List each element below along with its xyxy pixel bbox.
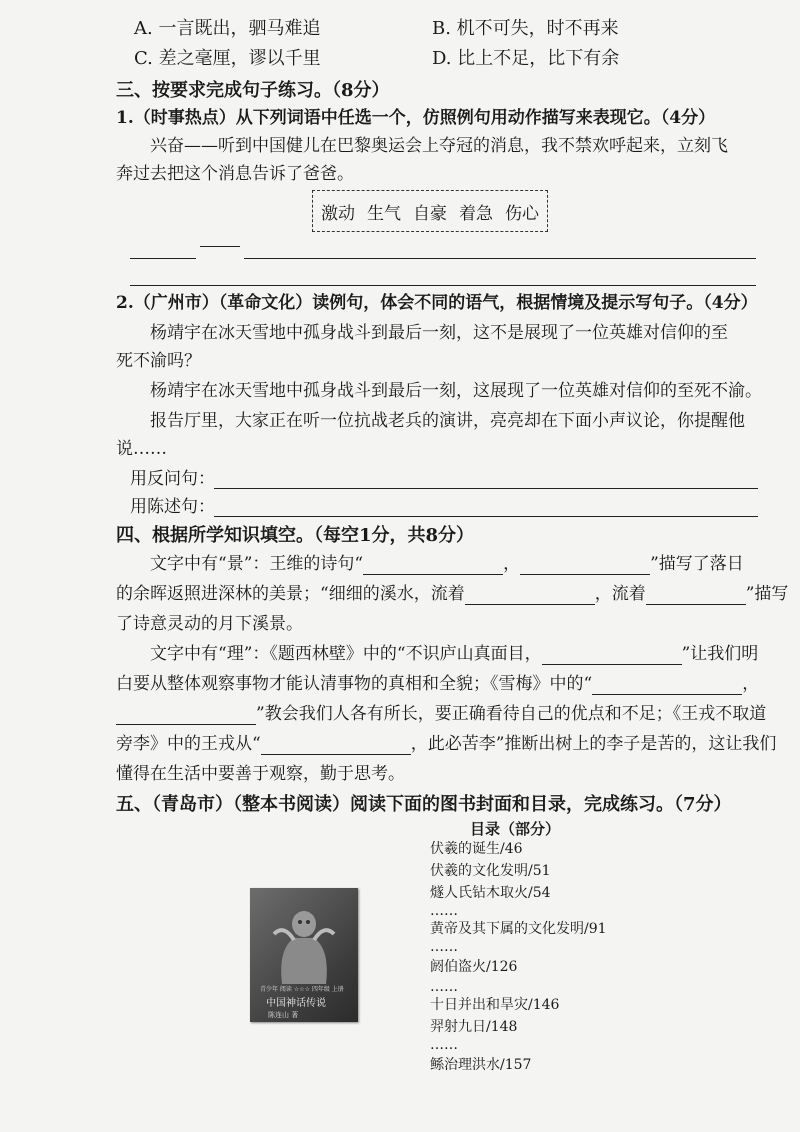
toc-entry: 燧人氏钻木取火/54: [430, 885, 551, 901]
wangrong-blank[interactable]: [261, 736, 411, 755]
word-option[interactable]: 激动: [321, 203, 355, 224]
toc-entry: 伏羲的文化发明/51: [430, 863, 551, 879]
s4-text: ，流着: [594, 584, 646, 604]
xuemei-blank-1[interactable]: [592, 676, 742, 695]
q2-example1-line2: 死不渝吗？: [116, 351, 201, 371]
cover-author: 陈连山 著: [268, 1011, 299, 1019]
q2-title: 2.（广州市）（革命文化）读例句，体会不同的语气，根据情境及提示写句子。（4分）: [116, 293, 758, 313]
q1-example-line1: 兴奋——听到中国健儿在巴黎奥运会上夺冠的消息，我不禁欢呼起来，立刻飞: [150, 136, 728, 156]
s4-text: 旁李》中的王戎从“: [116, 734, 261, 754]
q2-scene-line1: 报告厅里，大家正在听一位抗战老兵的演讲，亮亮却在下面小声议论，你提醒他: [150, 411, 745, 431]
s4-text: ”教会我们人各有所长，要正确看待自己的优点和不足；《王戎不取道: [256, 704, 767, 724]
cover-title: 中国神话传说: [266, 998, 326, 1009]
option-b: B. 机不可失，时不再来: [432, 18, 619, 39]
word-option[interactable]: 生气: [367, 203, 401, 224]
q1-answer-line2[interactable]: [130, 285, 756, 286]
book-cover: [250, 888, 358, 1022]
s4-text: 文字中有“景”：王维的诗句“: [150, 554, 364, 574]
s4-text: ，: [503, 554, 521, 574]
s4-para2-line5: 懂得在生活中要善于观察，勤于思考。: [116, 764, 405, 784]
toc-entry: 十日并出和旱灾/146: [430, 997, 560, 1013]
s4-para2-line4: [116, 734, 776, 755]
stream-blank-2[interactable]: [646, 586, 746, 605]
q2-example1-line1: 杨靖宇在冰天雪地中孤身战斗到最后一刻，这不是展现了一位英雄对信仰的至: [150, 323, 728, 343]
s4-para2-line2: [116, 674, 759, 695]
q2-example2: 杨靖宇在冰天雪地中孤身战斗到最后一刻，这展现了一位英雄对信仰的至死不渝。: [150, 381, 762, 401]
s4-text: ，此必苦李”推断出树上的李子是苦的，这让我们: [410, 734, 777, 754]
poem-blank-1[interactable]: [363, 556, 503, 575]
rhetorical-answer-line[interactable]: [214, 488, 758, 489]
toc-entry: ……: [430, 939, 458, 955]
section4-title: 四、根据所学知识填空。（每空1分，共8分）: [116, 525, 475, 546]
s4-para1-line1: [150, 554, 744, 575]
rhetorical-label: 用反问句：: [130, 469, 215, 489]
word-choice-box: [312, 190, 548, 232]
option-a: A. 一言既出，驷马难追: [134, 18, 321, 39]
declarative-answer-line[interactable]: [214, 516, 758, 517]
toc-entry: ……: [430, 1037, 458, 1053]
s4-text: 白要从整体观察事物才能认清事物的真相和全貌；《雪梅》中的“: [116, 674, 593, 694]
section3-title: 三、按要求完成句子练习。（8分）: [116, 80, 390, 101]
word-option[interactable]: 着急: [459, 203, 493, 224]
toc-entry: 黄帝及其下属的文化发明/91: [430, 921, 607, 937]
s4-text: ”描写: [745, 584, 789, 604]
q1-example-line2: 奔过去把这个消息告诉了爸爸。: [116, 164, 354, 184]
q1-title: 1.（时事热点）从下列词语中任选一个，仿照例句用动作描写来表现它。（4分）: [116, 108, 716, 128]
stream-blank-1[interactable]: [465, 586, 595, 605]
s4-text: ”让我们明: [681, 644, 759, 664]
s4-para2-line1: [150, 644, 758, 665]
toc-entry: 阏伯盗火/126: [430, 959, 518, 975]
toc-entry: 伏羲的诞生/46: [430, 841, 523, 857]
toc-entry: 鲧治理洪水/157: [430, 1057, 532, 1073]
s4-para2-line3: [116, 704, 766, 725]
poem-blank-2[interactable]: [520, 556, 650, 575]
cover-strip: 青少年 阅读 ☆☆☆ 四年级 上册: [260, 986, 344, 993]
toc-entry: ……: [430, 979, 458, 995]
s4-para1-line2: [116, 584, 788, 605]
word-option[interactable]: 伤心: [505, 203, 539, 224]
s4-text: 文字中有“理”：《题西林壁》中的“不识庐山真面目，: [150, 644, 542, 664]
q1-answer-line1[interactable]: [244, 258, 756, 259]
q1-word-blank[interactable]: [130, 258, 196, 259]
q2-scene-line2: 说……: [116, 439, 167, 459]
deity-illustration-icon: [264, 894, 344, 986]
option-d: D. 比上不足，比下有余: [432, 48, 620, 69]
declarative-label: 用陈述句：: [130, 497, 215, 517]
s4-text: ”描写了落日: [650, 554, 744, 574]
xuemei-blank-2[interactable]: [116, 706, 256, 725]
s4-text: ，: [742, 674, 760, 694]
toc-entry: 羿射九日/148: [430, 1019, 518, 1035]
toc-heading: 目录（部分）: [470, 820, 561, 838]
q1-dash: [200, 246, 240, 247]
toc-entry: ……: [430, 903, 458, 919]
option-c: C. 差之毫厘，谬以千里: [134, 48, 321, 69]
section5-title: 五、（青岛市）（整本书阅读）阅读下面的图书封面和目录，完成练习。（7分）: [116, 794, 732, 815]
s4-para1-line3: 了诗意灵动的月下溪景。: [116, 614, 303, 634]
lushan-blank[interactable]: [542, 646, 682, 665]
s4-text: 的余晖返照进深林的美景；“细细的溪水，流着: [116, 584, 465, 604]
word-option[interactable]: 自豪: [413, 203, 447, 224]
